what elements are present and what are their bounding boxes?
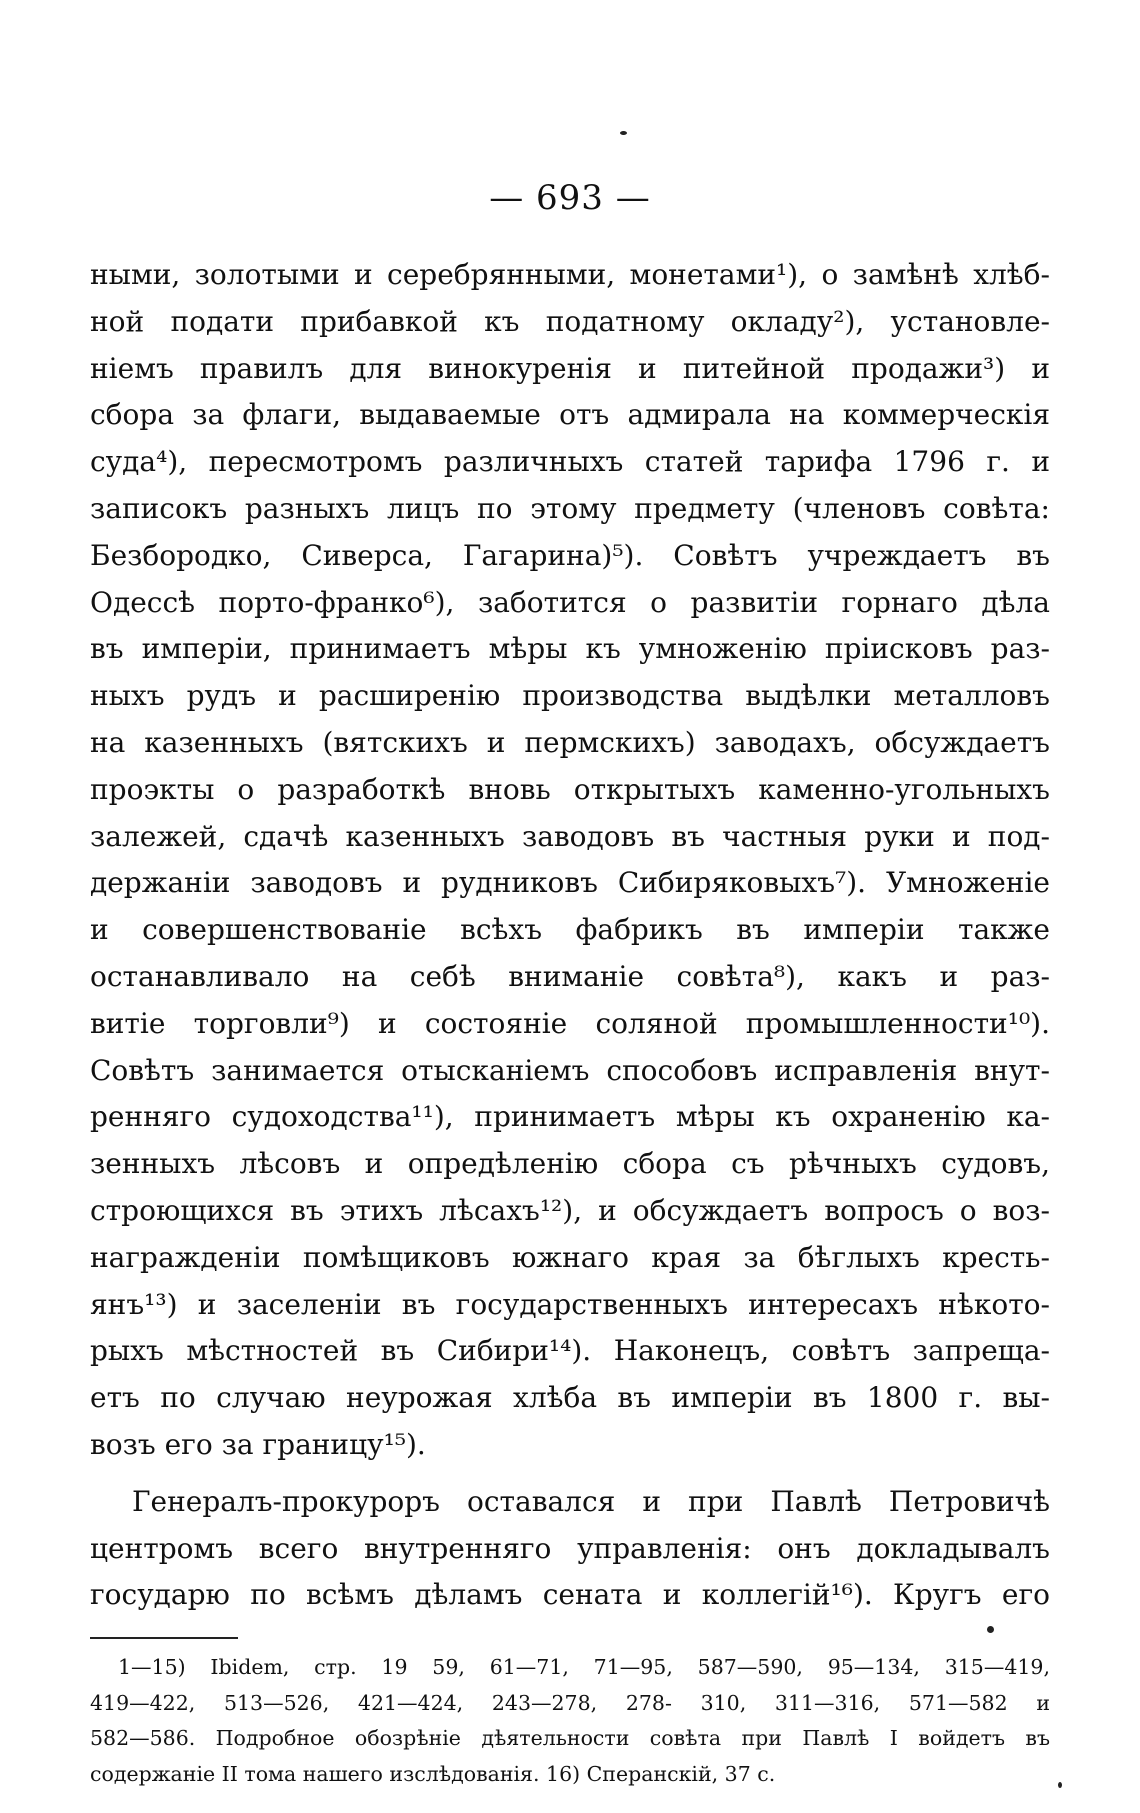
text-line: ными, золотыми и серебрянными, монетами¹), о замѣнѣ хлѣб-: [90, 258, 1050, 291]
ink-speck-margin: [987, 1626, 994, 1633]
text-line: залежей, сдачѣ казенныхъ заводовъ въ частныя руки и под-: [90, 819, 1050, 853]
text-line: рыхъ мѣстностей въ Сибири¹⁴). Наконецъ, совѣтъ запреща-: [90, 1334, 1050, 1368]
ink-speck-top: [620, 131, 627, 135]
text-line: янъ¹³) и заселеніи въ государственныхъ интересахъ нѣкото-: [90, 1287, 1050, 1321]
footnote-line: содержаніе II тома нашего изслѣдованія. 16) Сперанскій, 37 с.: [90, 1761, 776, 1786]
footnote-divider: [90, 1637, 238, 1639]
text-line: сбора за флаги, выдаваемые отъ адмирала на коммерческія: [90, 398, 1050, 432]
page-number: — 693 —: [489, 178, 651, 218]
text-line: центромъ всего внутренняго управленія: онъ докладывалъ: [90, 1531, 1050, 1565]
text-line: етъ по случаю неурожая хлѣба въ имперіи въ 1800 г. вы-: [90, 1381, 1050, 1415]
text-line: строющихся въ этихъ лѣсахъ¹²), и обсуждаетъ вопросъ о воз-: [90, 1193, 1050, 1227]
text-line: Генералъ-прокуроръ оставался и при Павлѣ Петровичѣ: [132, 1484, 1050, 1518]
text-line: записокъ разныхъ лицъ по этому предмету (членовъ совѣта:: [90, 491, 1050, 525]
text-line: государю по всѣмъ дѣламъ сената и коллегій¹⁶). Кругъ его: [90, 1578, 1050, 1612]
text-line: Безбородко, Сиверса, Гагарина)⁵). Совѣтъ учреждаетъ въ: [90, 538, 1050, 572]
text-line: ной подати прибавкой къ податному окладу²), установле-: [90, 304, 1050, 338]
footnote-line: 582—586. Подробное обозрѣніе дѣятельности совѣта при Павлѣ I войдетъ въ: [90, 1726, 1050, 1750]
text-line: витіе торговли⁹) и состояніе соляной промышленности¹⁰).: [90, 1006, 1050, 1040]
text-line: возъ его за границу¹⁵).: [90, 1427, 426, 1461]
text-line: проэкты о разработкѣ вновь открытыхъ каменно-угольныхъ: [90, 772, 1050, 806]
text-line: Одессѣ порто-франко⁶), заботится о развитіи горнаго дѣла: [90, 585, 1050, 619]
text-line: на казенныхъ (вятскихъ и пермскихъ) заводахъ, обсуждаетъ: [90, 725, 1050, 759]
text-line: награжденіи помѣщиковъ южнаго края за бѣглыхъ кресть-: [90, 1240, 1050, 1274]
footnote-line: 419—422, 513—526, 421—424, 243—278, 278- 310, 311—316, 571—582 и: [90, 1690, 1050, 1715]
paragraph-2: [90, 1479, 1050, 1619]
text-line: Совѣтъ занимается отысканіемъ способовъ исправленія внут-: [90, 1053, 1050, 1087]
paragraph-gap: [90, 1469, 1050, 1479]
text-line: суда⁴), пересмотромъ различныхъ статей тарифа 1796 г. и: [90, 445, 1050, 479]
text-line: останавливало на себѣ вниманіе совѣта⁸), какъ и раз-: [90, 959, 1050, 993]
text-line: зенныхъ лѣсовъ и опредѣленію сбора съ рѣчныхъ судовъ,: [90, 1147, 1050, 1181]
text-line: и совершенствованіе всѣхъ фабрикъ въ имперіи также: [90, 913, 1050, 947]
paragraph-1: [90, 252, 1050, 1469]
text-line: въ имперіи, принимаетъ мѣры къ умноженію пріисковъ раз-: [90, 632, 1050, 666]
footnote-line: 1—15) Ibidem, стр. 19 59, 61—71, 71—95, 587—590, 95—134, 315—419,: [118, 1655, 1050, 1679]
text-line: ніемъ правилъ для винокуренія и питейной продажи³) и: [90, 351, 1050, 385]
text-line: держаніи заводовъ и рудниковъ Сибиряковыхъ⁷). Умноженіе: [90, 866, 1050, 900]
text-line: ренняго судоходства¹¹), принимаетъ мѣры къ охраненію ка-: [90, 1100, 1050, 1134]
text-line: ныхъ рудъ и расширенію производства выдѣлки металловъ: [90, 679, 1050, 713]
ink-speck-bottom: [1058, 1782, 1062, 1788]
footnotes: [90, 1650, 1050, 1792]
main-text: [90, 252, 1050, 1619]
